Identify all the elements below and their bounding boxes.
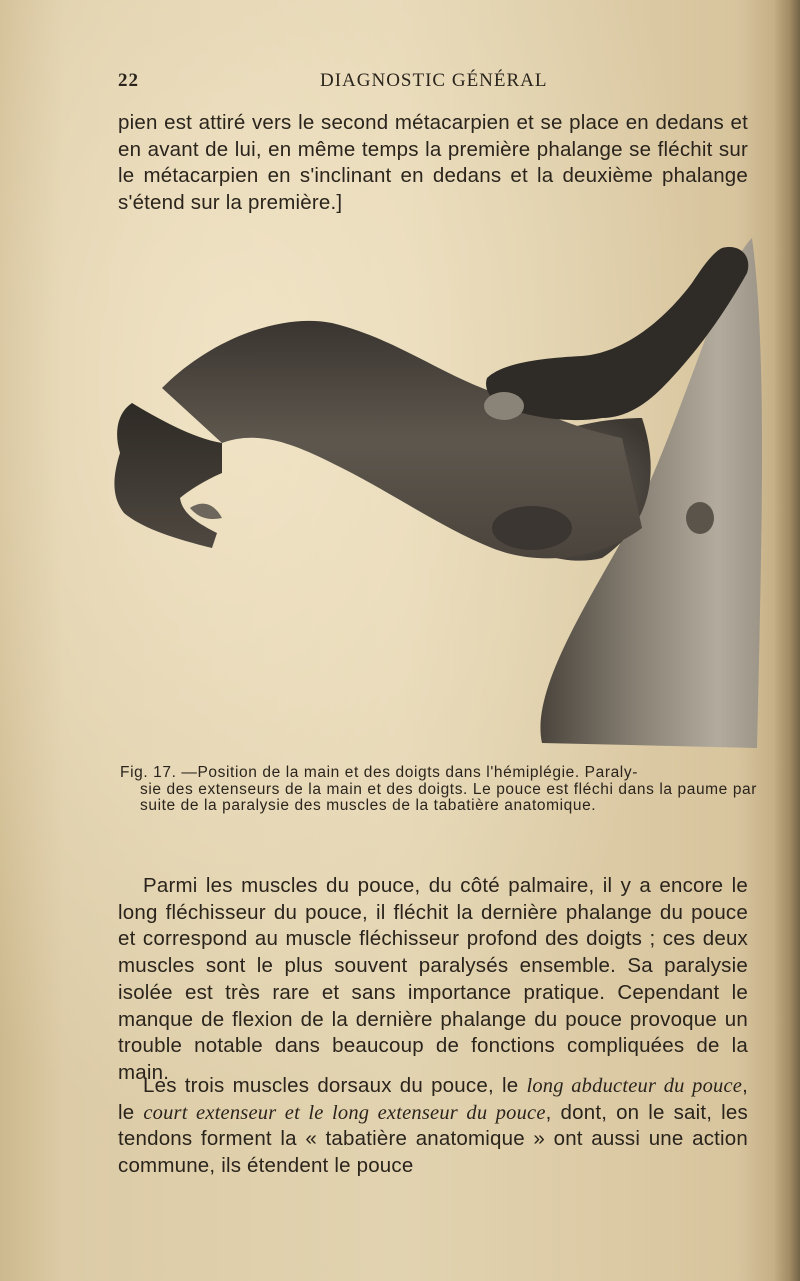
- arm-photograph: [102, 228, 767, 763]
- paragraph-3-italic-1: long abducteur du pouce: [526, 1075, 743, 1097]
- figure-illustration: [102, 228, 767, 763]
- paragraph-2: Parmi les muscles du pouce, du côté palmaire, il y a encore le long fléchisseur du pouce, il fléchit la dernière phalange du pouce et correspond au muscle fléchisseur profond des doigts ; ces deux muscles sont le plus souvent paralysés ensemble. Sa paralysie isolée est très rare et sans importance pratique. Cependant le manque de flexion de la dernière phalange du pouce provoque un trouble notable dans beaucoup de fonctions compliquées de la main.: [118, 874, 748, 1084]
- elbow-shape: [492, 506, 572, 550]
- paragraph-3-part-2: , le: [118, 1074, 748, 1124]
- paragraph-3: [118, 1073, 748, 1180]
- caption-rest: sie des extenseurs de la main et des doigts. Le pouce est fléchi dans la paume par suite de la paralysie des muscles de la tabatière anatomique.: [140, 780, 758, 814]
- paragraph-3-italic-2: court extenseur et le long extenseur du pouce: [143, 1101, 546, 1124]
- nipple-shape: [686, 502, 714, 534]
- page-header: [118, 70, 748, 100]
- paragraph-1: pien est attiré vers le second métacarpien et se place en dedans et en avant de lui, en même temps la première phalange se fléchit sur le métacarpien en s'inclinant en dedans et la deuxième phalange s'étend sur la première.]: [118, 111, 748, 215]
- paragraph-3-part-3: , dont, on le sait, les tendons forment la « tabatière anatomique » ont aussi une action commune, ils étendent le pouce: [118, 1100, 748, 1178]
- page-edge-shadow: [774, 0, 800, 1281]
- page-number: 22: [118, 70, 139, 91]
- caption-lead: Fig. 17. —Position de la main et des doigts dans l'hémiplégie. Paraly-: [120, 764, 638, 781]
- figure-caption: [120, 765, 760, 815]
- thumb-shape: [190, 504, 222, 519]
- running-head: DIAGNOSTIC GÉNÉRAL: [320, 70, 548, 91]
- examiner-thumbnail-shape: [484, 392, 524, 420]
- paragraph-3-part-1: Les trois muscles dorsaux du pouce, le: [143, 1074, 527, 1097]
